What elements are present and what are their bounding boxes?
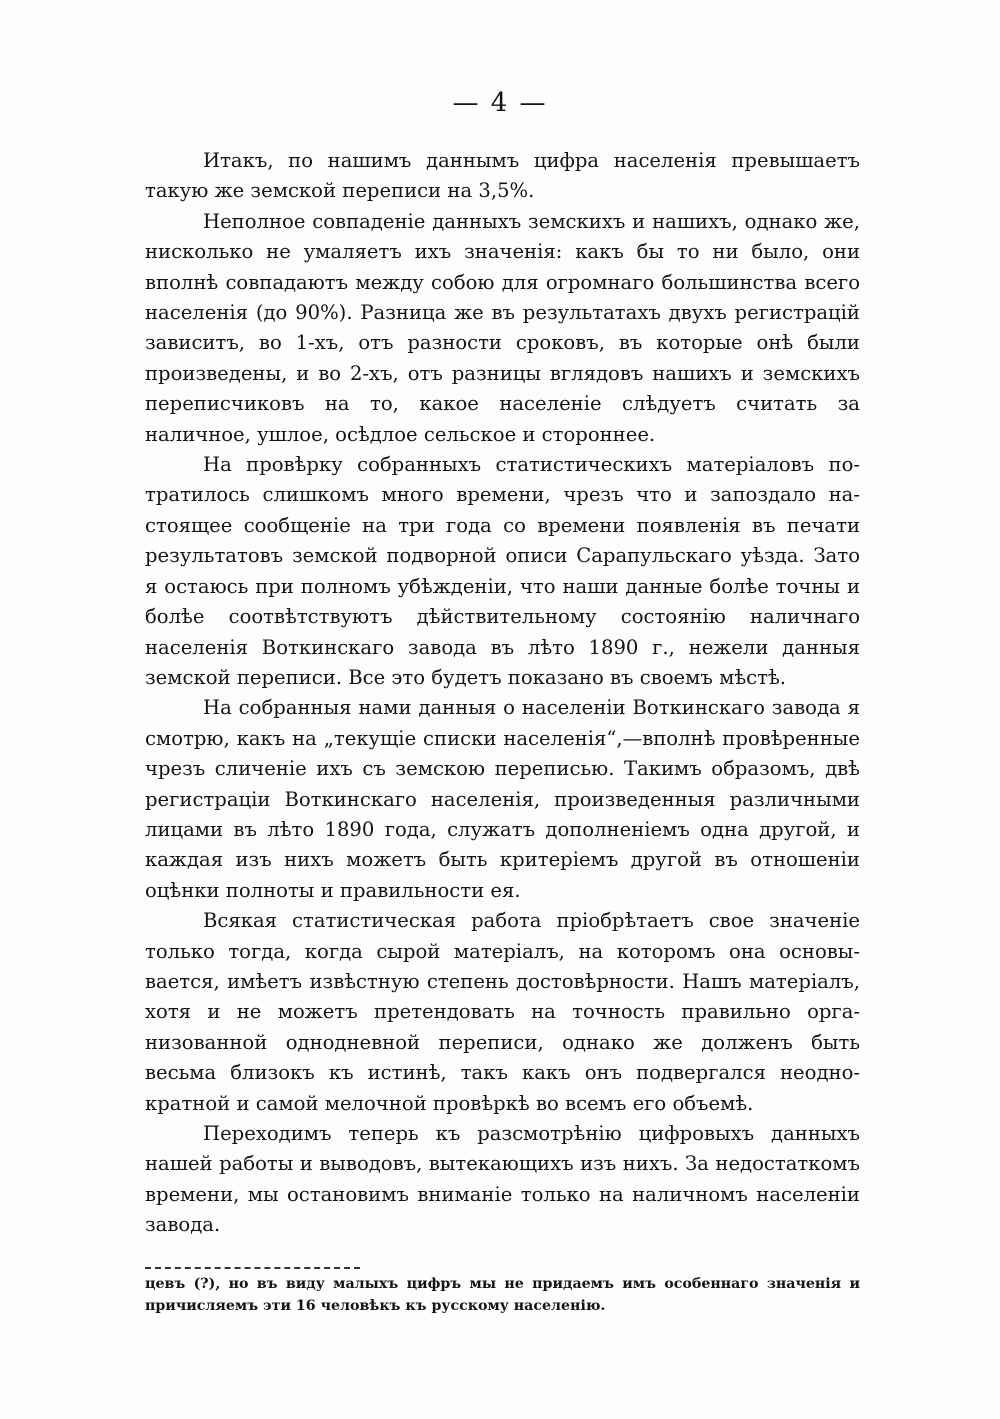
paragraph-4: На собранныя нами данныя о населеніи Воткинскаго завода я смотрю, какъ на „текущіе списки населенія“,—вполнѣ провѣренные чрезъ сличеніе ихъ съ земскою переписью. Такимъ образомъ, двѣ регистраціи Воткинскаго населенія, произведенныя различными лицами въ лѣто 1890 года, служатъ дополненіемъ одна другой, и каждая изъ нихъ можетъ быть критеріемъ другой въ отношеніи оцѣнки полноты и правильности ея.: [145, 696, 860, 902]
paragraph-3: На провѣрку собранныхъ статистическихъ матеріаловъ потратилось слишкомъ много времени, чрезъ что и запоздало настоящее сообщеніе на три года со времени появленія въ печати результатовъ земской подворной описи Сарапульскаго уѣзда. Зато я остаюсь при полномъ убѣжденіи, что наши данные болѣе точны и болѣе соотвѣтствуютъ дѣйствительному состоянію наличнаго населенія Воткинскаго завода въ лѣто 1890 г., нежели данныя земской переписи. Все это будетъ показано въ своемъ мѣстѣ.: [145, 453, 860, 689]
paragraph-2: Неполное совпаденіе данныхъ земскихъ и нашихъ, однако же, нисколько не умаляетъ ихъ значенія: какъ бы то ни было, они вполнѣ совпадаютъ между собою для огромнаго большинства всего населенія (до 90%). Разница же въ результатахъ двухъ регистрацій зависитъ, во 1-хъ, отъ разности сроковъ, въ которые онѣ были произведены, и во 2-хъ, отъ разницы вглядовъ нашихъ и земскихъ переписчиковъ на то, какое населеніе слѣдуетъ считать за наличное, ушлое, осѣдлое сельское и стороннее.: [145, 209, 860, 446]
body-text: [145, 146, 860, 1241]
paragraph-5: Всякая статистическая работа пріобрѣтаетъ свое значеніе только тогда, когда сырой матеріалъ, на которомъ она основывается, имѣетъ извѣстную степень достовѣрности. Нашъ матеріалъ, хотя и не можетъ претендовать на точность правильно организованной однодневной переписи, однако же долженъ быть весьма близокъ къ истинѣ, такъ какъ онъ подвергался неоднократной и самой мелочной провѣркѣ во всемъ его объемѣ.: [145, 909, 860, 1115]
paragraph-1: Итакъ, по нашимъ даннымъ цифра населенія превышаетъ такую же земской переписи на 3,5%.: [145, 149, 860, 203]
footnote-divider: [145, 1267, 360, 1269]
footnote: цевъ (?), но въ виду малыхъ цифръ мы не придаемъ имъ особеннаго значенія и причисляемъ эти 16 человѣкъ къ русскому населенію.: [145, 1276, 860, 1314]
paragraph-6: Переходимъ теперь къ разсмотрѣнію цифровыхъ данныхъ нашей работы и выводовъ, вытекающихъ изъ нихъ. За недостаткомъ времени, мы остановимъ вниманіе только на наличномъ населеніи завода.: [145, 1122, 860, 1237]
page-number: — 4 —: [452, 88, 548, 118]
